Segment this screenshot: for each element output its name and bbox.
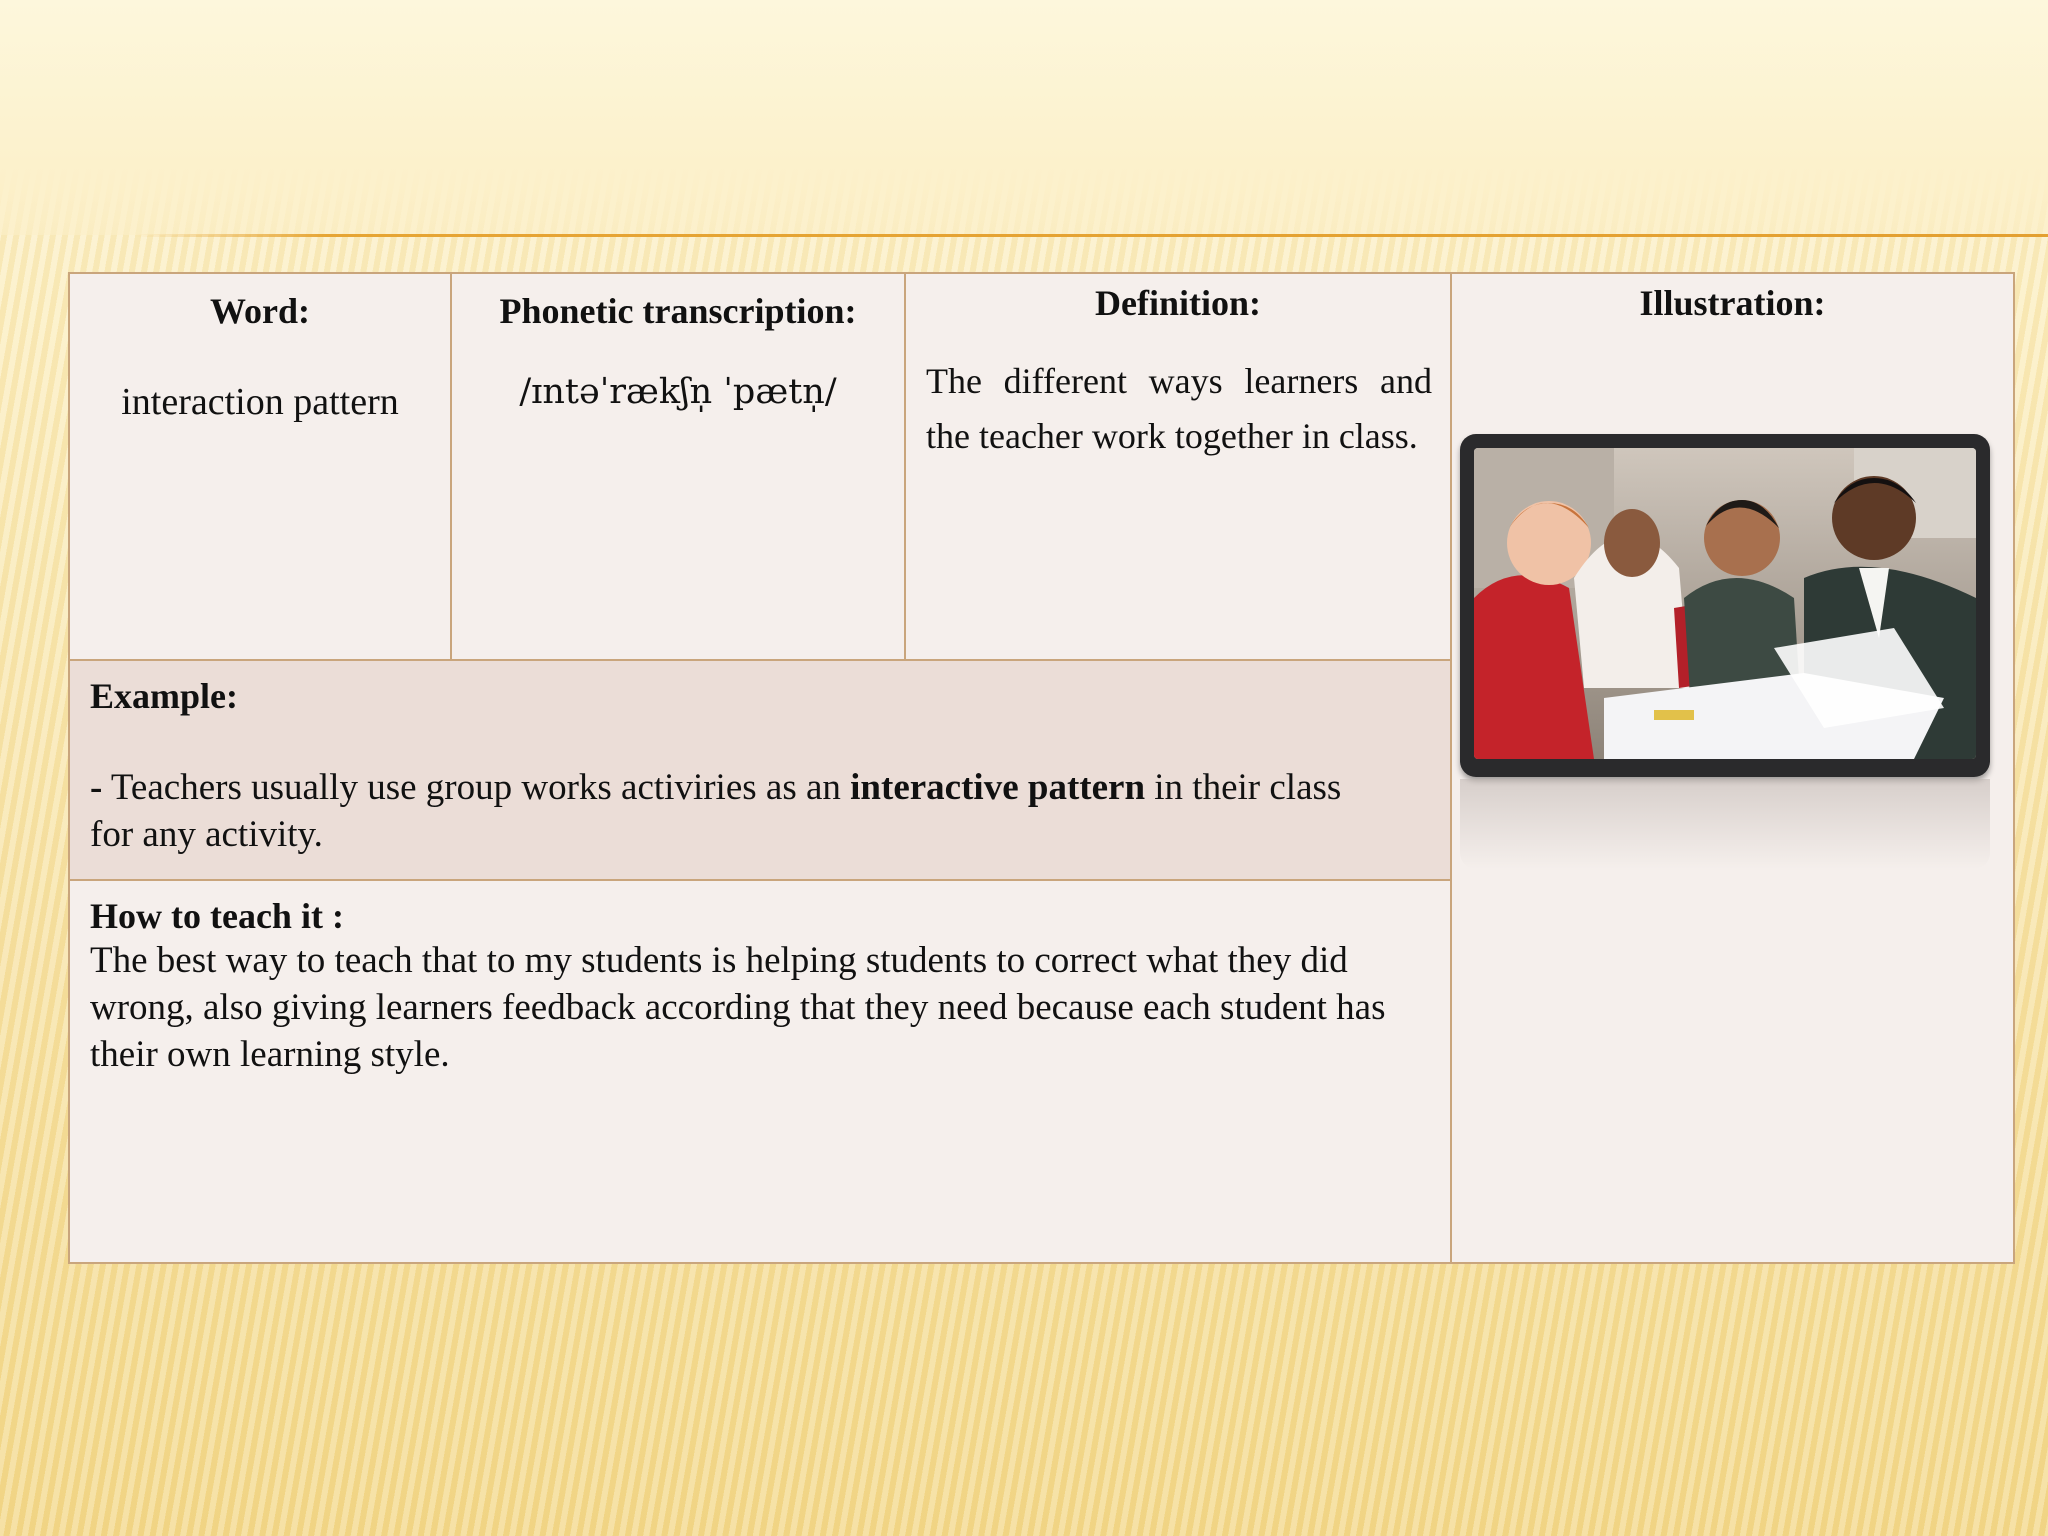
slide-top-band	[0, 0, 2048, 235]
example-heading: Example:	[90, 676, 238, 716]
illustration-heading: Illustration:	[1639, 283, 1826, 323]
example-text-before: Teachers usually use group works activiries as an	[102, 767, 851, 808]
example-text-after: in their class for any activity.	[90, 767, 1342, 855]
students-group-work-photo	[1474, 448, 1976, 759]
phonetic-cell	[452, 274, 906, 661]
phonetic-heading: Phonetic transcription:	[499, 291, 857, 331]
students-photo-illustration	[1474, 448, 1976, 759]
example-sentence	[90, 764, 1390, 858]
example-emphasis: interactive pattern	[850, 767, 1146, 808]
vocabulary-card-table	[68, 272, 2015, 1264]
example-cell	[70, 661, 1452, 881]
word-heading: Word:	[209, 291, 310, 331]
example-bullet: -	[90, 767, 103, 808]
definition-text: The different ways learners and the teacher work together in class.	[926, 361, 1432, 456]
word-value: interaction pattern	[121, 381, 399, 423]
illustration-cell	[1452, 274, 2013, 1262]
how-to-teach-cell	[70, 881, 1452, 1262]
how-to-teach-text: The best way to teach that to my students is helping students to correct what they did wrong, also giving learners feedback according that they need because each student has their own learning style.	[90, 940, 1386, 1075]
phonetic-value: /ɪntəˈrækʃn̩ ˈpætn̩/	[519, 372, 837, 412]
photo-reflection	[1460, 779, 1990, 869]
definition-heading: Definition:	[1095, 283, 1261, 323]
photo-frame	[1460, 434, 1990, 777]
how-to-teach-heading: How to teach it :	[90, 896, 344, 936]
accent-divider-line	[135, 234, 2048, 237]
word-cell	[70, 274, 452, 661]
definition-cell	[906, 274, 1452, 661]
